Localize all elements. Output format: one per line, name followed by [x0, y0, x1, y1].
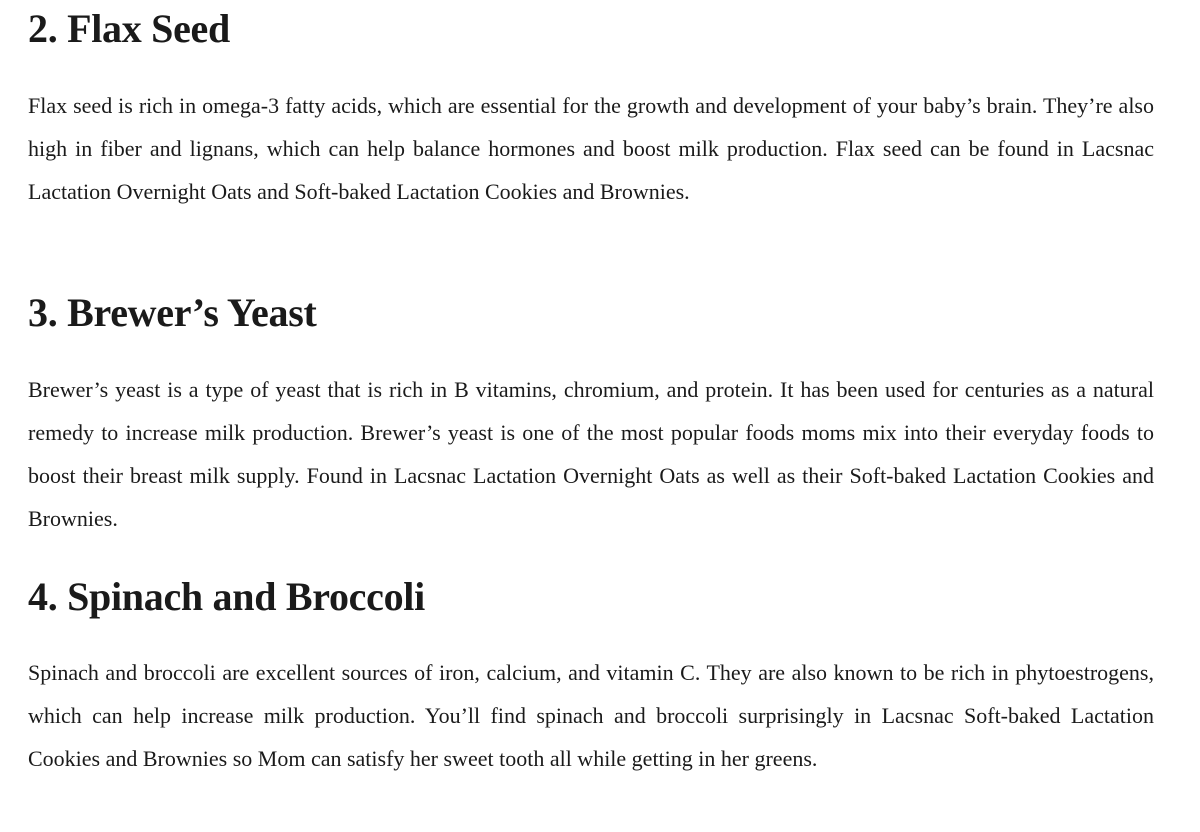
section-paragraph: Spinach and broccoli are excellent sources of iron, calcium, and vitamin C. They are also known to be rich in phytoestrogens, which can help increase milk production. You’ll find spinach and broccoli surprisingly in Lacsnac Soft-baked Lactation Cookies and Brownies so Mom can satisfy her sweet tooth all while getting in her greens.	[28, 660, 1154, 771]
section-paragraph: Flax seed is rich in omega-3 fatty acids, which are essential for the growth and development of your baby’s brain. They’re also high in fiber and lignans, which can help balance hormones and boost milk production. Flax seed can be found in Lacsnac Lactation Overnight Oats and Soft-baked Lactation Cookies and Brownies.	[28, 93, 1154, 204]
section-paragraph: Brewer’s yeast is a type of yeast that is rich in B vitamins, chromium, and protein. It has been used for centuries as a natural remedy to increase milk production. Brewer’s yeast is one of the most popular foods moms mix into their everyday foods to boost their breast milk supply. Found in Lacsnac Lactation Overnight Oats as well as their Soft-baked Lactation Cookies and Brownies.	[28, 377, 1154, 531]
section-heading: 2. Flax Seed	[28, 6, 230, 51]
section-heading: 4. Spinach and Broccoli	[28, 574, 425, 619]
section-heading: 3. Brewer’s Yeast	[28, 290, 317, 335]
